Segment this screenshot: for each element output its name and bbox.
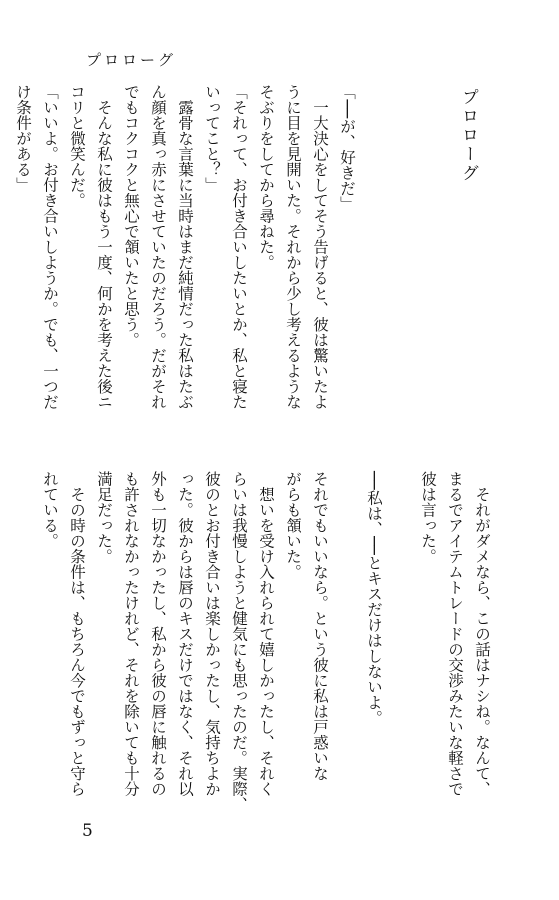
body-text-upper: 「──が、好きだ」 一大決心をしてそう告げると、彼は驚いたよ うに目を見開いた。それから少し考えるような そぶりをしてから尋ねた。 「それって、お付き合いしたいとか、私と寝た いってこと？」 露骨な言葉に当時はまだ純情だった私はたぶ ん顔を真っ赤にさせていたのだろう。だがそれ でもコクコクと無心で頷いたと思う。 そんな私に彼はもう一度、何かを考えた後ニ コリと微笑んだ。 「いいよ。お付き合いしようか。でも、一つだ け条件がある」	[14, 84, 356, 410]
running-head: プロローグ	[86, 51, 177, 69]
chapter-title: プロローグ	[458, 88, 478, 183]
body-text-lower: それがダメなら、この話はナシね。なんて、 まるでアイテムトレードの交渉みたいな軽さで 彼は言った。 ──私は、──とキスだけはしないよ。 それでもいいなら。という彼に私は戸惑いな がらも頷いた。 想いを受け入れられて嬉しかったし、それく らいは我慢しようと健気にも思ったのだ。実際、 彼のとお付き合いは楽しかったし、気持ちよか った。彼からは唇のキスだけではなく、それ以 外も一切なかったし、私から彼の唇に触れるの も許されなかったけれど、それを除いても十分 満足だった。 その時の条件は、もちろん今でもずっと守ら れている。	[41, 471, 491, 812]
page-number: 5	[82, 821, 93, 841]
